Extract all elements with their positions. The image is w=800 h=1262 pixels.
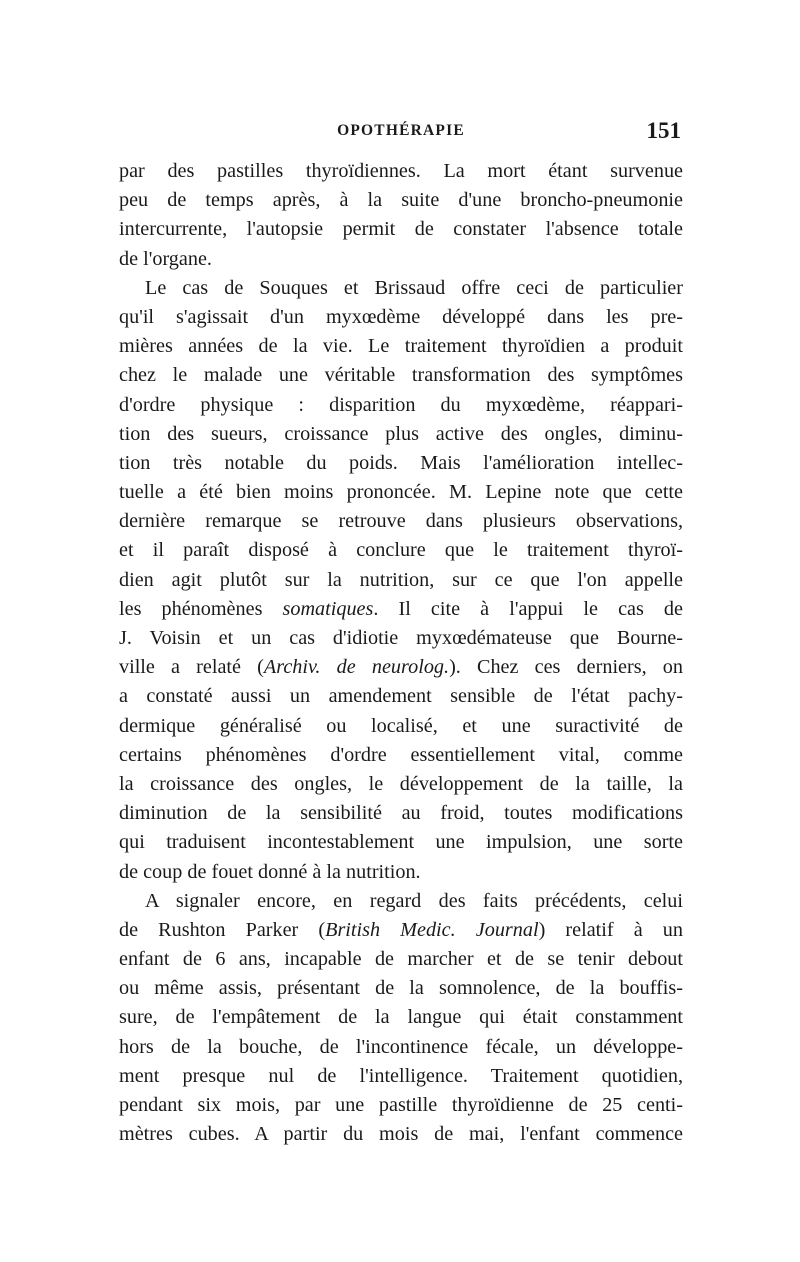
text-line: J. Voisin et un cas d'idiotie myxœdémateuse que Bourne- [119, 627, 683, 649]
text-run: les phénomènes [119, 597, 283, 620]
text-line: et il paraît disposé à conclure que le traitement thyroï- [119, 539, 683, 562]
text-run: ville a relaté ( [119, 656, 264, 679]
text-line: mières années de la vie. Le traitement thyroïdien a produit [119, 335, 683, 358]
text-line: sure, de l'empâtement de la langue qui était constamment [119, 1006, 683, 1029]
running-head [119, 118, 683, 148]
text-line [119, 653, 683, 682]
text-line: qui traduisent incontestablement une impulsion, une sorte [119, 831, 683, 854]
text-line [119, 595, 683, 624]
text-line: intercurrente, l'autopsie permit de constater l'absence totale [119, 218, 683, 241]
text-line: ment presque nul de l'intelligence. Traitement quotidien, [119, 1064, 683, 1087]
running-title: OPOTHÉRAPIE [337, 122, 465, 139]
text-line: par des pastilles thyroïdiennes. La mort étant survenue [119, 160, 683, 182]
text-line: enfant de 6 ans, incapable de marcher et de se tenir debout [119, 948, 683, 971]
text-line: tion des sueurs, croissance plus active des ongles, diminu- [119, 422, 683, 445]
text-line: ou même assis, présentant de la somnolence, de la bouffis- [119, 977, 683, 1000]
text-line [119, 916, 683, 945]
italic-run: Archiv. de neurolog. [263, 656, 450, 679]
text-line: chez le malade une véritable transformation des symptômes [119, 364, 683, 387]
body-text [119, 157, 683, 1149]
text-run: ). Chez ces derniers, on [449, 656, 683, 679]
text-run: . Il cite à l'appui le cas de [373, 597, 683, 620]
text-line: tuelle a été bien moins prononcée. M. Lepine note que cette [119, 481, 683, 504]
italic-run: somatiques [282, 597, 374, 620]
text-line: pendant six mois, par une pastille thyroïdienne de 25 centi- [119, 1094, 683, 1116]
text-line: peu de temps après, à la suite d'une broncho-pneumonie [119, 189, 683, 212]
text-line: la croissance des ongles, le développement de la taille, la [119, 772, 683, 795]
text-line: a constaté aussi un amendement sensible de l'état pachy- [119, 685, 683, 708]
text-line: Le cas de Souques et Brissaud offre ceci de particulier [145, 276, 683, 299]
text-line: de l'organe. [119, 247, 212, 270]
text-line: dermique généralisé ou localisé, et une suractivité de [119, 714, 683, 737]
text-run: de Rushton Parker ( [119, 918, 326, 941]
text-line: tion très notable du poids. Mais l'amélioration intellec- [119, 451, 683, 474]
page-number: 151 [646, 118, 681, 143]
text-line: A signaler encore, en regard des faits précédents, celui [145, 889, 683, 912]
text-line: hors de la bouche, de l'incontinence fécale, un développe- [119, 1035, 683, 1058]
text-line: dernière remarque se retrouve dans plusieurs observations, [119, 510, 683, 533]
text-run: ) relatif à un [538, 918, 683, 941]
text-line: diminution de la sensibilité au froid, toutes modifications [119, 802, 683, 825]
text-line: dien agit plutôt sur la nutrition, sur ce que l'on appelle [119, 568, 683, 591]
text-line: mètres cubes. A partir du mois de mai, l'enfant commence [119, 1123, 683, 1146]
italic-run: British Medic. Journal [325, 918, 539, 941]
text-line: d'ordre physique : disparition du myxœdème, réappari- [119, 393, 683, 416]
text-line: certains phénomènes d'ordre essentiellement vital, comme [119, 743, 683, 766]
text-line: qu'il s'agissait d'un myxœdème développé dans les pre- [119, 305, 683, 328]
text-line: de coup de fouet donné à la nutrition. [119, 860, 421, 883]
